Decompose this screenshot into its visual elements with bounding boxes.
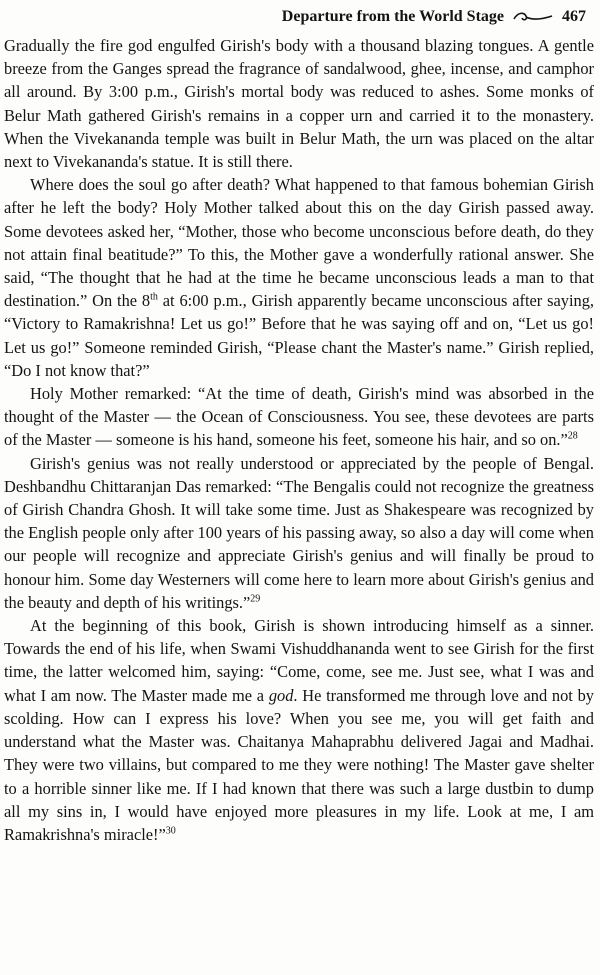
emphasis: god [268,685,294,705]
paragraph-text: . He transformed me through love and not by scolding. How can I express his love? When you see me, you will get faith and understand what the Master was. Chaitanya Mahaprabhu delivered Jagai and Madhai. They were two villains, but compared to me they were nothing! The Master gave shelter to a horrible sinner like me. If I had known that there was such a large dustbin to dump all my sins in, I would have enjoyed more pleasures in my life. Look at me, I am Ramakrishna's miracle!” [4,685,594,844]
paragraph [4,382,594,452]
paragraph-text: Girish's genius was not really understood or appreciated by the people of Bengal. Deshbandhu Chittaranjan Das remarked: “The Bengalis could not recognize the greatness of Girish Chandra Ghosh. It will take some time. Just as Shakespeare was recognized by the English people only after 100 years of his passing away, so also a day will come when our people will recognize and appreciate Girish's genius and will finally be proud to honour him. Some day Westerners will come here to learn more about Girish's genius and the beauty and depth of his writings.” [4,453,594,612]
paragraph-text: Where does the soul go after death? What happened to that famous bohemian Girish after he left the body? Holy Mother talked about this on the day Girish passed away. Some devotees asked her, “Mother, those who become unconscious before death, do they not attain final beatitude?” To this, the Mother gave a wonderfully rational answer. She said, “The thought that he had at the time he became unconscious leads a man to that destination.” On the 8 [4,175,594,311]
running-header [282,8,586,26]
paragraph [4,614,594,846]
scroll-ornament-icon [512,10,554,24]
footnote-ref: 30 [165,825,176,837]
running-title: Departure from the World Stage [281,8,504,25]
footnote-ref: 28 [567,430,578,442]
footnote-ref: 29 [250,593,261,605]
page-number: 467 [562,8,586,25]
body-text [4,34,594,846]
paragraph-text: Holy Mother remarked: “At the time of death, Girish's mind was absorbed in the thought of the Master — the Ocean of Consciousness. You see, these devotees are parts of the Master — someone is his hand, someone his feet, someone his hair, and so on.” [4,384,594,450]
paragraph-text: at 6:00 p.m., Girish apparently became unconscious after saying, “Victory to Ramakrishna! Let us go!” Before that he was saying off and on, “Let us go! Let us go!” Someone reminded Girish, “Please chant the Master's name.” Girish replied, “Do I not know that?” [4,291,594,380]
paragraph [4,34,594,173]
ordinal-suffix: th [150,291,158,303]
paragraph-text: Gradually the fire god engulfed Girish's body with a thousand blazing tongues. A gentle breeze from the Ganges spread the fragrance of sandalwood, ghee, incense, and camphor all around. By 3:00 p.m., Girish's mortal body was reduced to ashes. Some monks of Belur Math gathered Girish's remains in a copper urn and carried it to the monastery. When the Vivekananda temple was built in Belur Math, the urn was placed on the altar next to Vivekananda's statue. It is still there. [4,36,594,172]
paragraph [4,452,594,614]
paragraph-text: At the beginning of this book, Girish is shown introducing himself as a sinner. Towards the end of his life, when Swami Vishuddhananda went to see Girish for the first time, the latter welcomed him, saying: “Come, come, see me. Just see, what I was and what I am now. The Master made me a [4,616,594,705]
paragraph [4,173,594,382]
